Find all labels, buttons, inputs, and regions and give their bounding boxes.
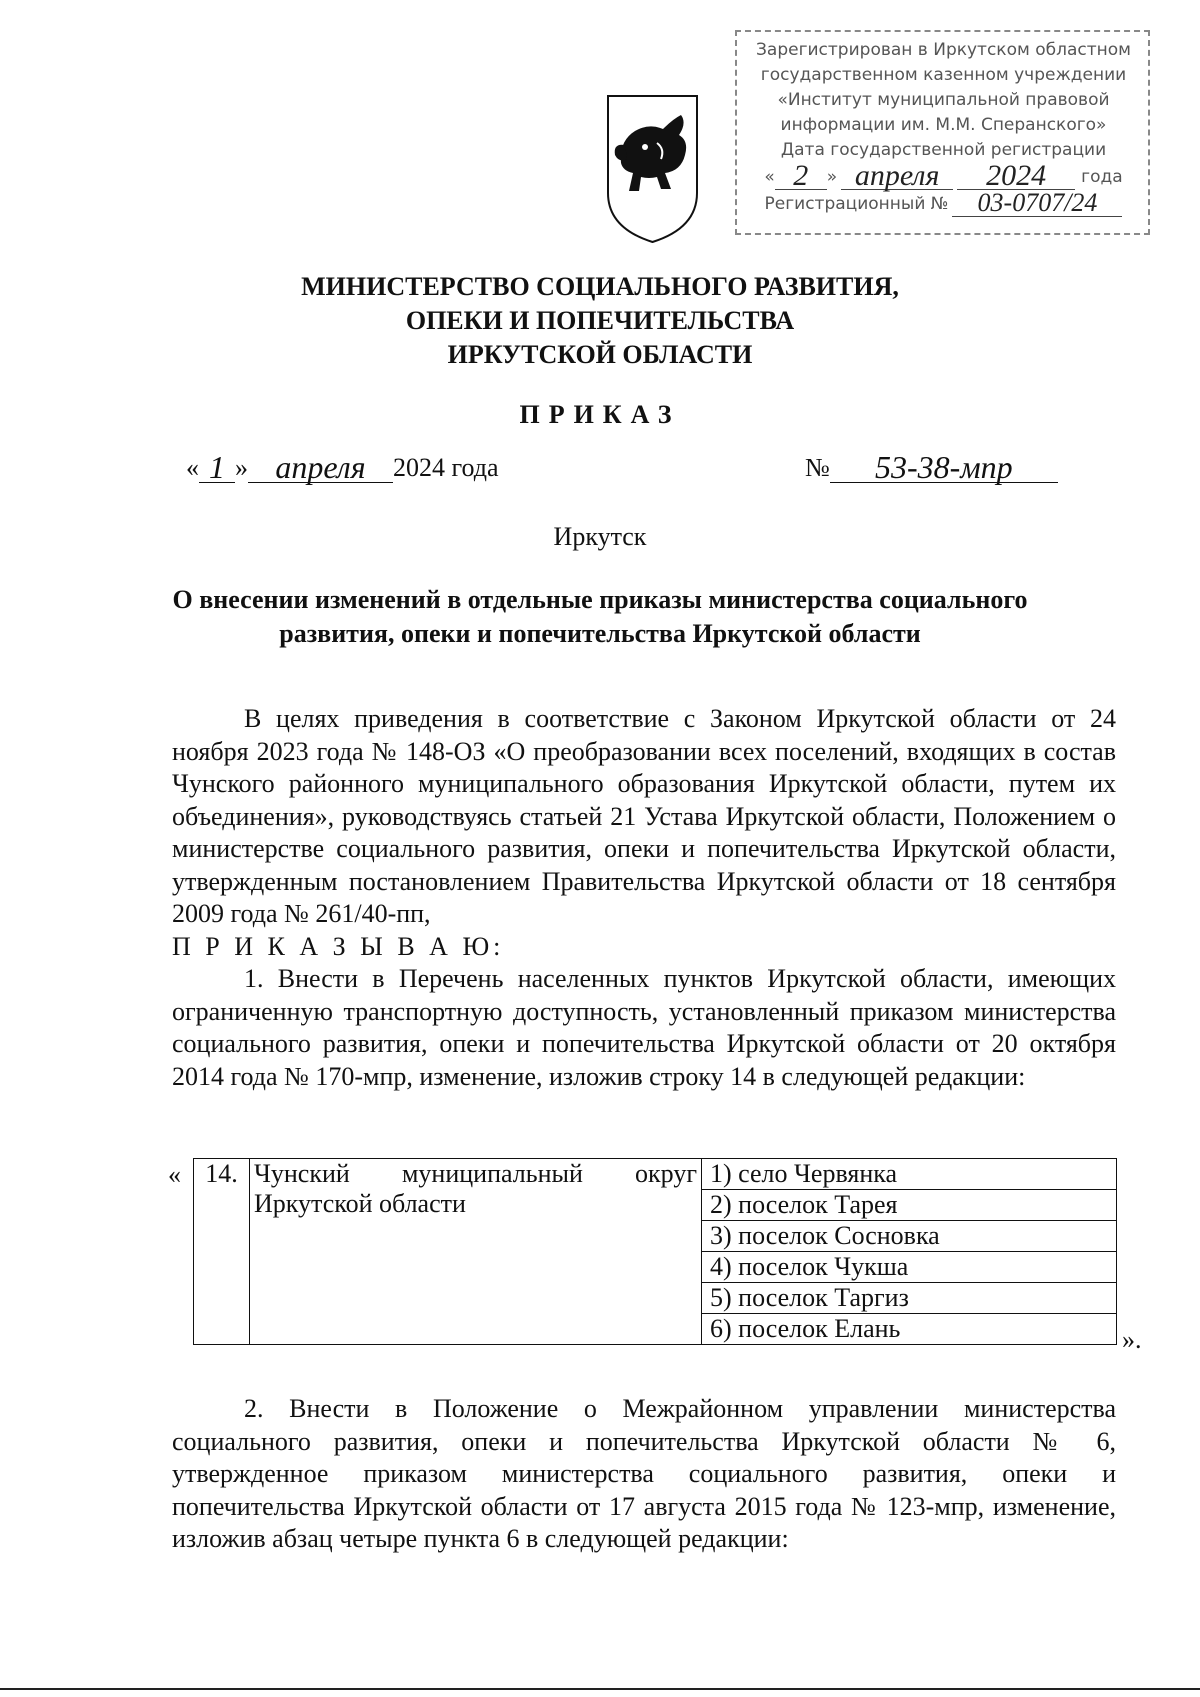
district-cell: [250, 1159, 702, 1345]
district-line: Иркутской области: [254, 1189, 466, 1218]
stamp-reg-row: [747, 190, 1140, 217]
title-line: развития, опеки и попечительства Иркутской области: [279, 619, 921, 648]
stamp-quote-open: «: [764, 167, 775, 187]
order-number: [805, 449, 1058, 485]
district-line: Чунский муниципальный округ: [254, 1159, 697, 1188]
ministry-line: МИНИСТЕРСТВО СОЦИАЛЬНОГО РАЗВИТИЯ,: [301, 272, 899, 301]
document-type: ПРИКАЗ: [519, 400, 681, 429]
table-row: [194, 1159, 1117, 1190]
stamp-date-row: [747, 159, 1140, 192]
stamp-year: 2024: [957, 163, 1075, 190]
stamp-day: 2: [775, 163, 827, 190]
settlement-cell: 5) поселок Таргиз: [702, 1283, 1117, 1314]
date-month: апреля: [248, 452, 393, 483]
stamp-year-suffix: года: [1081, 167, 1123, 187]
item-2-paragraph: 2. Внести в Положение о Межрайонном управлении министерства социального развития, опеки и попечительства Иркутской области № 6, утвержденное приказом министерства социального развития, опеки и попечительства Иркутской области от 17 августа 2015 года № 123-мпр, изменение, изложив абзац четыре пункта 6 в следующей редакции:: [172, 1394, 1116, 1553]
registration-stamp: [735, 30, 1150, 235]
stamp-line: информации им. М.М. Сперанского»: [780, 115, 1107, 135]
settlement-cell: 1) село Червянка: [702, 1159, 1117, 1190]
city: Иркутск: [553, 522, 647, 551]
document-body: [172, 703, 1116, 1093]
stamp-quote-close: »: [826, 167, 838, 187]
stamp-line: Дата государственной регистрации: [780, 140, 1107, 160]
settlement-cell: 2) поселок Тарея: [702, 1190, 1117, 1221]
settlement-cell: 6) поселок Елань: [702, 1314, 1117, 1345]
ministry-line: ИРКУТСКОЙ ОБЛАСТИ: [447, 340, 753, 369]
document-title: [0, 583, 1200, 651]
stamp-reg-number: 03-0707/24: [952, 190, 1122, 217]
settlement-cell: 4) поселок Чукша: [702, 1252, 1117, 1283]
number-label: №: [805, 453, 830, 482]
order-date: [186, 449, 499, 485]
order-word: П Р И К А З Ы В А Ю:: [172, 931, 505, 961]
row-number-cell: 14.: [194, 1159, 250, 1345]
table-quote-close: ».: [1122, 1325, 1142, 1354]
stamp-line: государственном казенном учреждении: [760, 65, 1127, 85]
ministry-heading: [0, 270, 1200, 372]
stamp-month: апреля: [841, 163, 953, 190]
item-1-paragraph: 1. Внести в Перечень населенных пунктов Иркутской области, имеющих ограниченную транспортную доступность, установленный приказом министерства социального развития, опеки и попечительства Иркутской области от 20 октября 2014 года № 170-мпр, изменение, изложив строку 14 в следующей редакции:: [172, 964, 1116, 1091]
stamp-line: Зарегистрирован в Иркутском областном: [756, 40, 1131, 60]
document-body-continued: [172, 1393, 1116, 1556]
number-value: 53-38-мпр: [830, 452, 1058, 483]
date-day: 1: [199, 452, 235, 483]
title-line: О внесении изменений в отдельные приказы министерства социального: [172, 585, 1028, 614]
settlement-cell: 3) поселок Сосновка: [702, 1221, 1117, 1252]
page-edge-divider: [0, 1688, 1200, 1690]
date-year: 2024 года: [393, 453, 499, 482]
preamble-paragraph: В целях приведения в соответствие с Законом Иркутской области от 24 ноября 2023 года № 148-ОЗ «О преобразовании всех поселений, входящих в состав Чунского районного муниципального образования Иркутской области, путем их объединения», руководствуясь статьей 21 Устава Иркутской области, Положением о министерстве социального развития, опеки и попечительства Иркутской области, утвержденным постановлением Правительства Иркутской области от 18 сентября 2009 года № 261/40-пп,: [172, 704, 1116, 928]
stamp-reg-label: Регистрационный №: [764, 194, 949, 214]
settlements-table: [193, 1158, 1117, 1345]
coat-of-arms-icon: [605, 93, 700, 245]
ministry-line: ОПЕКИ И ПОПЕЧИТЕЛЬСТВА: [405, 306, 795, 335]
table-quote-open: «: [168, 1160, 181, 1189]
stamp-line: «Институт муниципальной правовой: [777, 90, 1110, 110]
date-quote-close: »: [235, 453, 248, 482]
date-quote-open: «: [186, 453, 199, 482]
